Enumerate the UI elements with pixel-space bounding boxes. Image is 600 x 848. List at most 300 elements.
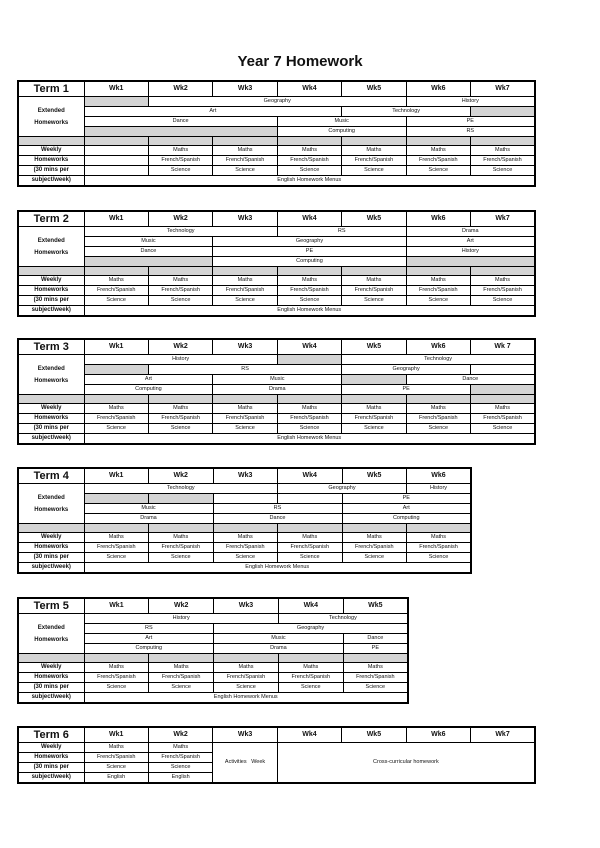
subject-cell: Music	[214, 634, 344, 644]
maths-cell: Maths	[406, 146, 470, 156]
term-5-table	[17, 597, 409, 704]
week-header: Wk7	[471, 727, 535, 743]
empty-cell	[84, 365, 148, 375]
separator-cell	[213, 137, 277, 146]
empty-cell	[84, 127, 277, 137]
weekly-row	[18, 276, 535, 286]
language-cell: French/Spanish	[84, 543, 149, 553]
week-header: Wk1	[84, 598, 149, 614]
subject-cell: PE	[342, 494, 471, 504]
science-cell: Science	[84, 553, 149, 563]
weekly-label: subject/week)	[18, 563, 84, 574]
week-header: Wk6	[406, 81, 470, 97]
extended-row	[18, 514, 471, 524]
maths-cell: Maths	[213, 146, 277, 156]
extended-label: Extended Homeworks	[18, 227, 84, 267]
cross-curricular-cell: Cross-curricular homework	[277, 743, 535, 784]
subject-cell: History	[406, 97, 535, 107]
week-header: Wk4	[277, 211, 341, 227]
empty-cell	[149, 494, 214, 504]
science-cell: Science	[84, 763, 148, 773]
weekly-row	[18, 176, 535, 187]
english-menus-cell: English Homework Menus	[84, 434, 535, 445]
week-header: Wk4	[277, 727, 341, 743]
week-header: Wk3	[214, 598, 279, 614]
maths-cell: Maths	[84, 404, 148, 414]
extended-row	[18, 385, 535, 395]
subject-cell: Dance	[343, 634, 408, 644]
maths-cell: Maths	[84, 276, 148, 286]
science-cell: Science	[84, 296, 148, 306]
separator-row	[18, 654, 408, 663]
science-cell: Science	[84, 424, 148, 434]
maths-cell: Maths	[213, 276, 277, 286]
week-header: Wk3	[213, 468, 278, 484]
science-cell: Science	[148, 424, 212, 434]
subject-cell: Technology	[278, 614, 408, 624]
week-header: Wk1	[84, 727, 148, 743]
language-cell: French/Spanish	[406, 156, 470, 166]
subject-cell: PE	[213, 247, 406, 257]
term-6-table	[17, 726, 536, 784]
separator-cell	[84, 137, 148, 146]
maths-cell: Maths	[213, 404, 277, 414]
separator-cell	[149, 654, 214, 663]
separator-cell	[277, 137, 341, 146]
maths-cell: Maths	[148, 146, 212, 156]
weekly-row	[18, 156, 535, 166]
weekly-label: Homeworks	[18, 673, 84, 683]
separator-cell	[471, 267, 535, 276]
separator-row	[18, 137, 535, 146]
science-cell: Science	[278, 683, 343, 693]
extended-row	[18, 117, 535, 127]
science-cell: Science	[148, 296, 212, 306]
maths-cell: Maths	[84, 743, 148, 753]
subject-cell: RS	[84, 624, 214, 634]
weekly-label: Weekly	[18, 404, 84, 414]
science-cell: Science	[343, 683, 408, 693]
week-header: Wk5	[343, 598, 408, 614]
week-header: Wk2	[148, 727, 212, 743]
week-header: Wk2	[149, 468, 214, 484]
separator-cell	[148, 267, 212, 276]
separator-cell	[278, 654, 343, 663]
separator-cell	[342, 524, 407, 533]
language-cell: French/Spanish	[342, 286, 406, 296]
language-cell: French/Spanish	[342, 156, 406, 166]
weekly-label: (30 mins per	[18, 553, 84, 563]
extended-row	[18, 127, 535, 137]
week-header: Wk 7	[471, 339, 535, 355]
week-header: Wk5	[342, 468, 407, 484]
english-cell: English	[84, 773, 148, 784]
maths-cell: Maths	[213, 533, 278, 543]
empty-cell	[471, 385, 535, 395]
empty-cell	[278, 494, 343, 504]
term-title: Term 1	[18, 81, 84, 97]
language-cell: French/Spanish	[84, 286, 148, 296]
week-header: Wk2	[148, 339, 212, 355]
language-cell: French/Spanish	[148, 156, 212, 166]
week-header: Wk2	[148, 81, 212, 97]
week-header: Wk4	[277, 339, 341, 355]
science-cell: Science	[471, 166, 535, 176]
separator-cell	[84, 654, 149, 663]
weekly-label: subject/week)	[18, 176, 84, 187]
header-row	[18, 727, 535, 743]
extended-row	[18, 504, 471, 514]
weekly-label: Weekly	[18, 663, 84, 673]
maths-cell: Maths	[277, 404, 341, 414]
weekly-label: subject/week)	[18, 434, 84, 445]
weekly-row	[18, 533, 471, 543]
subject-cell: Music	[84, 504, 213, 514]
week-header: Wk1	[84, 339, 148, 355]
extended-label: Extended Homeworks	[18, 355, 84, 395]
subject-cell: Geography	[213, 237, 406, 247]
week-header: Wk3	[213, 81, 277, 97]
header-row	[18, 468, 471, 484]
week-header: Wk1	[84, 81, 148, 97]
weekly-row	[18, 563, 471, 574]
subject-cell: Drama	[213, 385, 342, 395]
separator-cell	[406, 395, 470, 404]
science-cell: Science	[278, 553, 343, 563]
language-cell: French/Spanish	[214, 673, 279, 683]
extended-row	[18, 257, 535, 267]
week-header: Wk5	[342, 81, 406, 97]
subject-cell: Computing	[342, 514, 471, 524]
subject-cell: Computing	[277, 127, 406, 137]
separator-cell	[342, 137, 406, 146]
language-cell: French/Spanish	[148, 753, 212, 763]
maths-cell: Maths	[148, 743, 212, 753]
separator-cell	[18, 137, 84, 146]
separator-cell	[342, 267, 406, 276]
week-header: Wk7	[471, 211, 535, 227]
maths-cell: Maths	[471, 276, 535, 286]
extended-row	[18, 237, 535, 247]
term-3-table	[17, 338, 536, 445]
empty-cell	[84, 494, 149, 504]
separator-cell	[18, 267, 84, 276]
empty-cell	[84, 166, 148, 176]
science-cell: Science	[213, 166, 277, 176]
weekly-row	[18, 543, 471, 553]
separator-cell	[406, 137, 470, 146]
subject-cell: RS	[148, 365, 341, 375]
maths-cell: Maths	[277, 146, 341, 156]
weekly-row	[18, 286, 535, 296]
subject-cell: RS	[277, 227, 406, 237]
maths-cell: Maths	[149, 663, 214, 673]
weekly-row	[18, 306, 535, 317]
science-cell: Science	[277, 166, 341, 176]
subject-cell: Art	[406, 237, 535, 247]
week-header: Wk2	[149, 598, 214, 614]
weekly-row	[18, 166, 535, 176]
week-header: Wk2	[148, 211, 212, 227]
weekly-label: (30 mins per	[18, 296, 84, 306]
subject-cell: Dance	[213, 514, 342, 524]
weekly-label: Homeworks	[18, 543, 84, 553]
weekly-label: Weekly	[18, 743, 84, 753]
science-cell: Science	[84, 683, 149, 693]
separator-row	[18, 267, 535, 276]
maths-cell: Maths	[148, 276, 212, 286]
weekly-row	[18, 683, 408, 693]
language-cell: French/Spanish	[278, 673, 343, 683]
term-title: Term 4	[18, 468, 84, 484]
language-cell: French/Spanish	[148, 286, 212, 296]
subject-cell: Technology	[84, 227, 277, 237]
language-cell: French/Spanish	[342, 414, 406, 424]
separator-cell	[406, 267, 470, 276]
subject-cell: PE	[343, 644, 408, 654]
week-header: Wk4	[277, 81, 341, 97]
empty-cell	[471, 365, 535, 375]
english-cell: English	[148, 773, 212, 784]
language-cell: French/Spanish	[343, 673, 408, 683]
weekly-label: Homeworks	[18, 414, 84, 424]
term-4-table	[17, 467, 472, 574]
subject-cell: Geography	[342, 365, 471, 375]
language-cell: French/Spanish	[471, 286, 535, 296]
language-cell: French/Spanish	[277, 156, 341, 166]
maths-cell: Maths	[278, 533, 343, 543]
science-cell: Science	[342, 296, 406, 306]
week-header: Wk6	[407, 468, 472, 484]
week-header: Wk6	[406, 211, 470, 227]
language-cell: French/Spanish	[213, 543, 278, 553]
science-cell: Science	[213, 424, 277, 434]
language-cell: French/Spanish	[148, 414, 212, 424]
separator-row	[18, 524, 471, 533]
separator-cell	[18, 524, 84, 533]
weekly-row	[18, 693, 408, 704]
week-header: Wk3	[213, 339, 277, 355]
empty-cell	[84, 156, 148, 166]
subject-cell: Art	[84, 375, 213, 385]
science-cell: Science	[214, 683, 279, 693]
maths-cell: Maths	[471, 146, 535, 156]
extended-row	[18, 247, 535, 257]
science-cell: Science	[277, 296, 341, 306]
weekly-row	[18, 743, 535, 753]
subject-cell: Geography	[278, 484, 407, 494]
week-header: Wk7	[471, 81, 535, 97]
empty-cell	[342, 375, 406, 385]
subject-cell: History	[407, 484, 472, 494]
science-cell: Science	[406, 166, 470, 176]
subject-cell: History	[84, 614, 278, 624]
maths-cell: Maths	[406, 276, 470, 286]
subject-cell: Art	[84, 107, 342, 117]
english-menus-cell: English Homework Menus	[84, 693, 408, 704]
separator-cell	[342, 395, 406, 404]
language-cell: French/Spanish	[278, 543, 343, 553]
separator-cell	[148, 137, 212, 146]
empty-cell	[84, 97, 148, 107]
extended-row	[18, 484, 471, 494]
week-header: Wk5	[342, 727, 406, 743]
extended-row	[18, 355, 535, 365]
subject-cell: Art	[342, 504, 471, 514]
week-header: Wk1	[84, 211, 148, 227]
science-cell: Science	[342, 553, 407, 563]
maths-cell: Maths	[84, 663, 149, 673]
weekly-row	[18, 553, 471, 563]
empty-cell	[277, 355, 341, 365]
subject-cell: History	[84, 355, 277, 365]
empty-cell	[406, 257, 535, 267]
extended-row	[18, 494, 471, 504]
term-title: Term 6	[18, 727, 84, 743]
science-cell: Science	[342, 424, 406, 434]
language-cell: French/Spanish	[407, 543, 472, 553]
extended-label: Extended Homeworks	[18, 484, 84, 524]
maths-cell: Maths	[343, 663, 408, 673]
language-cell: French/Spanish	[213, 156, 277, 166]
science-cell: Science	[471, 296, 535, 306]
separator-cell	[407, 524, 472, 533]
weekly-row	[18, 663, 408, 673]
week-header: Wk6	[406, 727, 470, 743]
weekly-row	[18, 404, 535, 414]
language-cell: French/Spanish	[213, 414, 277, 424]
science-cell: Science	[148, 763, 212, 773]
separator-cell	[18, 395, 84, 404]
maths-cell: Maths	[214, 663, 279, 673]
weekly-label: subject/week)	[18, 693, 84, 704]
subject-cell: Geography	[214, 624, 408, 634]
maths-cell: Maths	[278, 663, 343, 673]
weekly-label: Homeworks	[18, 286, 84, 296]
subject-cell: Technology	[84, 484, 278, 494]
extended-row	[18, 365, 535, 375]
subject-cell: Dance	[84, 247, 213, 257]
separator-cell	[84, 524, 149, 533]
term-1-table	[17, 80, 536, 187]
week-header: Wk5	[342, 211, 406, 227]
separator-cell	[343, 654, 408, 663]
weekly-label: (30 mins per	[18, 763, 84, 773]
empty-cell	[84, 146, 148, 156]
weekly-label: Homeworks	[18, 156, 84, 166]
weekly-row	[18, 424, 535, 434]
science-cell: Science	[406, 424, 470, 434]
separator-cell	[148, 395, 212, 404]
subject-cell: Drama	[406, 227, 535, 237]
weekly-label: subject/week)	[18, 773, 84, 784]
language-cell: French/Spanish	[84, 753, 148, 763]
language-cell: French/Spanish	[149, 673, 214, 683]
maths-cell: Maths	[342, 276, 406, 286]
extended-label: Extended Homeworks	[18, 97, 84, 137]
term-title: Term 5	[18, 598, 84, 614]
language-cell: French/Spanish	[84, 414, 148, 424]
term-title: Term 2	[18, 211, 84, 227]
maths-cell: Maths	[471, 404, 535, 414]
science-cell: Science	[213, 296, 277, 306]
language-cell: French/Spanish	[84, 673, 149, 683]
extended-row	[18, 375, 535, 385]
subject-cell: History	[406, 247, 535, 257]
maths-cell: Maths	[342, 533, 407, 543]
separator-cell	[149, 524, 214, 533]
english-menus-cell: English Homework Menus	[84, 176, 535, 187]
maths-cell: Maths	[277, 276, 341, 286]
weekly-row	[18, 673, 408, 683]
header-row	[18, 81, 535, 97]
week-header: Wk3	[213, 727, 277, 743]
maths-cell: Maths	[342, 146, 406, 156]
science-cell: Science	[342, 166, 406, 176]
science-cell: Science	[149, 553, 214, 563]
extended-row	[18, 97, 535, 107]
weekly-label: subject/week)	[18, 306, 84, 317]
separator-cell	[214, 654, 279, 663]
english-menus-cell: English Homework Menus	[84, 563, 471, 574]
separator-cell	[213, 395, 277, 404]
subject-cell: Computing	[84, 644, 214, 654]
weekly-label: (30 mins per	[18, 424, 84, 434]
language-cell: French/Spanish	[277, 286, 341, 296]
subject-cell: RS	[406, 127, 535, 137]
subject-cell: Music	[277, 117, 406, 127]
separator-cell	[84, 395, 148, 404]
empty-cell	[213, 494, 278, 504]
language-cell: French/Spanish	[471, 156, 535, 166]
language-cell: French/Spanish	[471, 414, 535, 424]
weekly-label: Weekly	[18, 276, 84, 286]
week-header: Wk4	[278, 598, 343, 614]
weekly-label: (30 mins per	[18, 683, 84, 693]
subject-cell: Dance	[84, 117, 277, 127]
separator-cell	[277, 395, 341, 404]
maths-cell: Maths	[342, 404, 406, 414]
header-row	[18, 339, 535, 355]
subject-cell: Technology	[342, 355, 535, 365]
language-cell: French/Spanish	[406, 286, 470, 296]
science-cell: Science	[148, 166, 212, 176]
weekly-row	[18, 414, 535, 424]
separator-cell	[213, 524, 278, 533]
science-cell: Science	[213, 553, 278, 563]
weekly-label: (30 mins per	[18, 166, 84, 176]
maths-cell: Maths	[407, 533, 472, 543]
subject-cell: PE	[342, 385, 471, 395]
language-cell: French/Spanish	[149, 543, 214, 553]
language-cell: French/Spanish	[213, 286, 277, 296]
separator-row	[18, 395, 535, 404]
subject-cell: Computing	[84, 385, 213, 395]
science-cell: Science	[149, 683, 214, 693]
english-menus-cell: English Homework Menus	[84, 306, 535, 317]
separator-cell	[471, 137, 535, 146]
weekly-row	[18, 434, 535, 445]
week-header: Wk4	[278, 468, 343, 484]
header-row	[18, 598, 408, 614]
extended-row	[18, 107, 535, 117]
subject-cell: Geography	[148, 97, 406, 107]
weekly-label: Weekly	[18, 146, 84, 156]
weekly-row	[18, 146, 535, 156]
activities-week-cell: Activities Week	[213, 743, 277, 784]
science-cell: Science	[277, 424, 341, 434]
maths-cell: Maths	[148, 404, 212, 414]
